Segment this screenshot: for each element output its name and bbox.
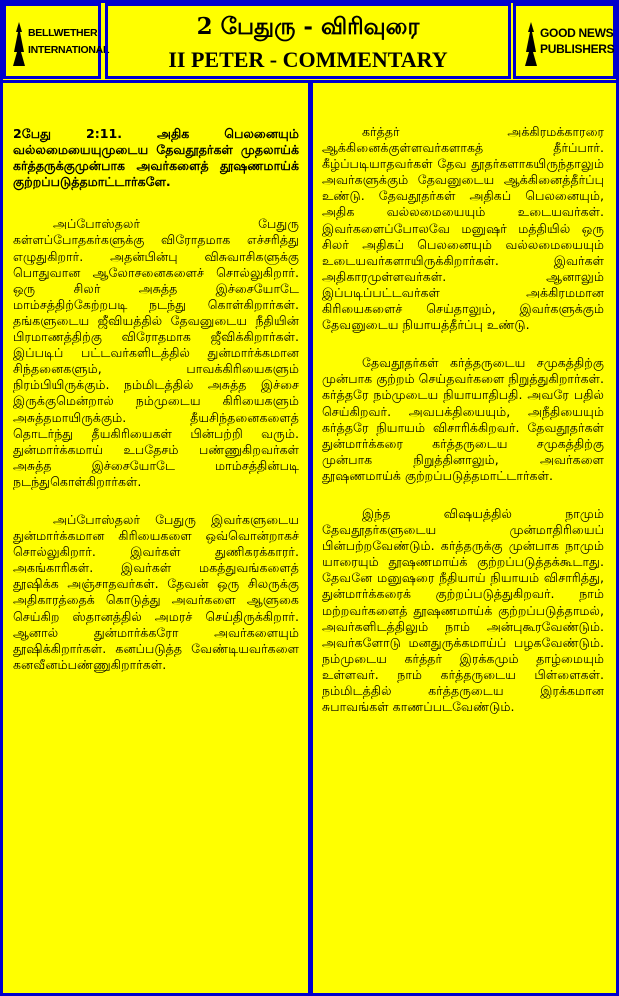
commentary-paragraph: அப்போஸ்தலர் பேதுரு இவர்களுடைய துன்மார்க்கமான கிரியைகளை ஒவ்வொன்றாகச் சொல்லுகிறார். இவர்கள் துணிகரக்காரர். அகங்காரிகள். இவர்கள் மகத்துவங்களைத் தூஷிக்க அஞ்சாதவர்கள். தேவன் ஒரு சிலருக்கு அதிகாரத்தைக் கொடுத்து அவர்களை ஆளுகை செய்கிற ஸ்தானத்தில் அமரச் செய்திருக்கிறார். ஆனால் துன்மார்க்கரோ அவர்களையும் தூஷிக்கிறார்கள். கனப்படுத்த வேண்டியவர்களை கனவீனம்பண்ணுகிறார்கள். [13, 511, 299, 672]
right-logo-line2: PUBLISHERS [540, 42, 615, 56]
header [3, 3, 616, 79]
good-news-logo [513, 3, 616, 79]
commentary-paragraph: இந்த விஷயத்தில் நாமும் தேவதூதர்களுடைய முன்மாதிரியைப் பின்பற்றவேண்டும். கர்த்தருக்கு முன்பாக நாமும் யாரையும் தூஷணமாய்க் குற்றப்படுத்தக்கூடாது. தேவனே மனுஷரை நீதியாய் நியாயம் விசாரித்து, துன்மார்க்கரைக் குற்றப்படுத்துகிறவர். நாம் மற்றவர்களைத் தூஷணமாய்க் குற்றப்படுத்தாமல், அவர்களிடத்திலும் நாம் அன்புகூரவேண்டும். அவர்களோடு மனதுருக்கமாய்ப் பழகவேண்டும். நம்முடைய கர்த்தர் இரக்கமும் தாழ்மையும் உள்ளவர். நாம் கர்த்தருடைய பிள்ளைகள். நம்மிடத்தில் கர்த்தருடைய இரக்கமான சுபாவங்கள் காணப்படவேண்டும். [322, 505, 604, 715]
left-logo-line1: BELLWETHER [28, 27, 98, 39]
bellwether-logo [3, 3, 110, 79]
commentary-paragraph: அப்போஸ்தலர் பேதுரு கள்ளப்போதகர்களுக்கு விரோதமாக எச்சரித்து எழுதுகிறார். அதன்பின்பு விசுவாசிகளுக்கு பொதுவான ஆலோசனைகளைச் சொல்லுகிறார். ஒரு சிலர் அசுத்த இச்சையோடே மாம்சத்திற்கேற்றபடி நடந்து கொள்கிறார்கள். தங்களுடைய ஜீவியத்தில் தேவனுடைய நீதியின் பிரமாணத்திற்கு விரோதமாக ஜீவிக்கிறார்கள். இப்படிப் பட்டவர்களிடத்தில் துன்மார்க்கமான சிந்தனைகளும், பாவக்கிரியைகளும் நிரம்பியிருக்கும். நம்மிடத்தில் அசுத்த இச்சை இருக்குமென்றால் நம்முடைய கிரியைகளும் அசுத்தமாயிருக்கும். தீயசிந்தனைகளைத் தொடர்ந்து தீயகிரியைகள் பின்பற்றி வரும். துன்மார்க்கமாய் உபதேசம் பண்ணுகிறவர்கள் அசுத்த இச்சையோடே மாம்சத்தின்படி நடந்துகொள்கிறார்கள். [13, 216, 299, 489]
commentary-paragraph: தேவதூதர்கள் கர்த்தருடைய சமுகத்திற்கு முன்பாக குற்றம் செய்தவர்களை நிறுத்துகிறார்கள். கர்த்தரே நம்முடைய நியாயாதிபதி. அவரே பதில் செய்கிறவர். அவபக்தியையும், அநீதியையும் கர்த்தரே நியாயம் விசாரிக்கிறவர். தேவதூதர்கள் துன்மார்க்கரை கர்த்தருடைய சமுகத்திற்கு முன்பாக நிறுத்தினாலும், அவர்களை தூஷணமாய்க் குற்றப்படுத்தமாட்டார்கள். [322, 355, 604, 483]
commentary-paragraph: கர்த்தர் அக்கிரமக்காரரை ஆக்கினைக்குள்ளவர்களாகத் தீர்ப்பார். கீழ்ப்படியாதவர்கள் தேவ தூதர்களாகயிருந்தாலும் அவர்களுக்கும் தேவனுடைய ஆக்கினைத்தீர்ப்பு உண்டு. தேவதூதர்கள் அதிகப் பெலனையும், அதிக வல்லமையையும் உடையவர்கள். இவர்களைப்போலவே மனுஷர் மத்தியில் ஒரு சிலர் அதிகப் பெலனையும் வல்லமையையும் உடையவர்களாயிருக்கிறார்கள். இவர்கள் அதிகாரமுள்ளவர்கள். ஆனாலும் இப்படிப்பட்டவர்கள் அக்கிரமமான கிரியைகளைச் செய்தாலும், இவர்களுக்கும் தேவனுடைய நியாயத்தீர்ப்பு உண்டு. [322, 124, 604, 333]
bellwether-figure-icon [12, 22, 26, 66]
page-title-tamil: 2 பேதுரு - விரிவுரை [196, 13, 420, 40]
left-logo-line2: INTERNATIONAL [28, 44, 110, 56]
page-title-english: II PETER - COMMENTARY [168, 47, 448, 72]
column-divider [308, 83, 313, 996]
right-logo-line1: GOOD NEWS [540, 26, 614, 40]
right-column [322, 124, 604, 737]
good-news-figure-icon [524, 22, 538, 66]
left-column [13, 126, 299, 695]
title-block [105, 3, 511, 79]
verse-text: 2பேது 2:11. அதிக பெலனையும் வல்லமையையுமுடைய தேவதூதர்கள் முதலாய்க் கர்த்தருக்குமுன்பாக அவர்களைத் தூஷணமாய்க் குற்றப்படுத்தமாட்டார்களே. [13, 126, 299, 190]
